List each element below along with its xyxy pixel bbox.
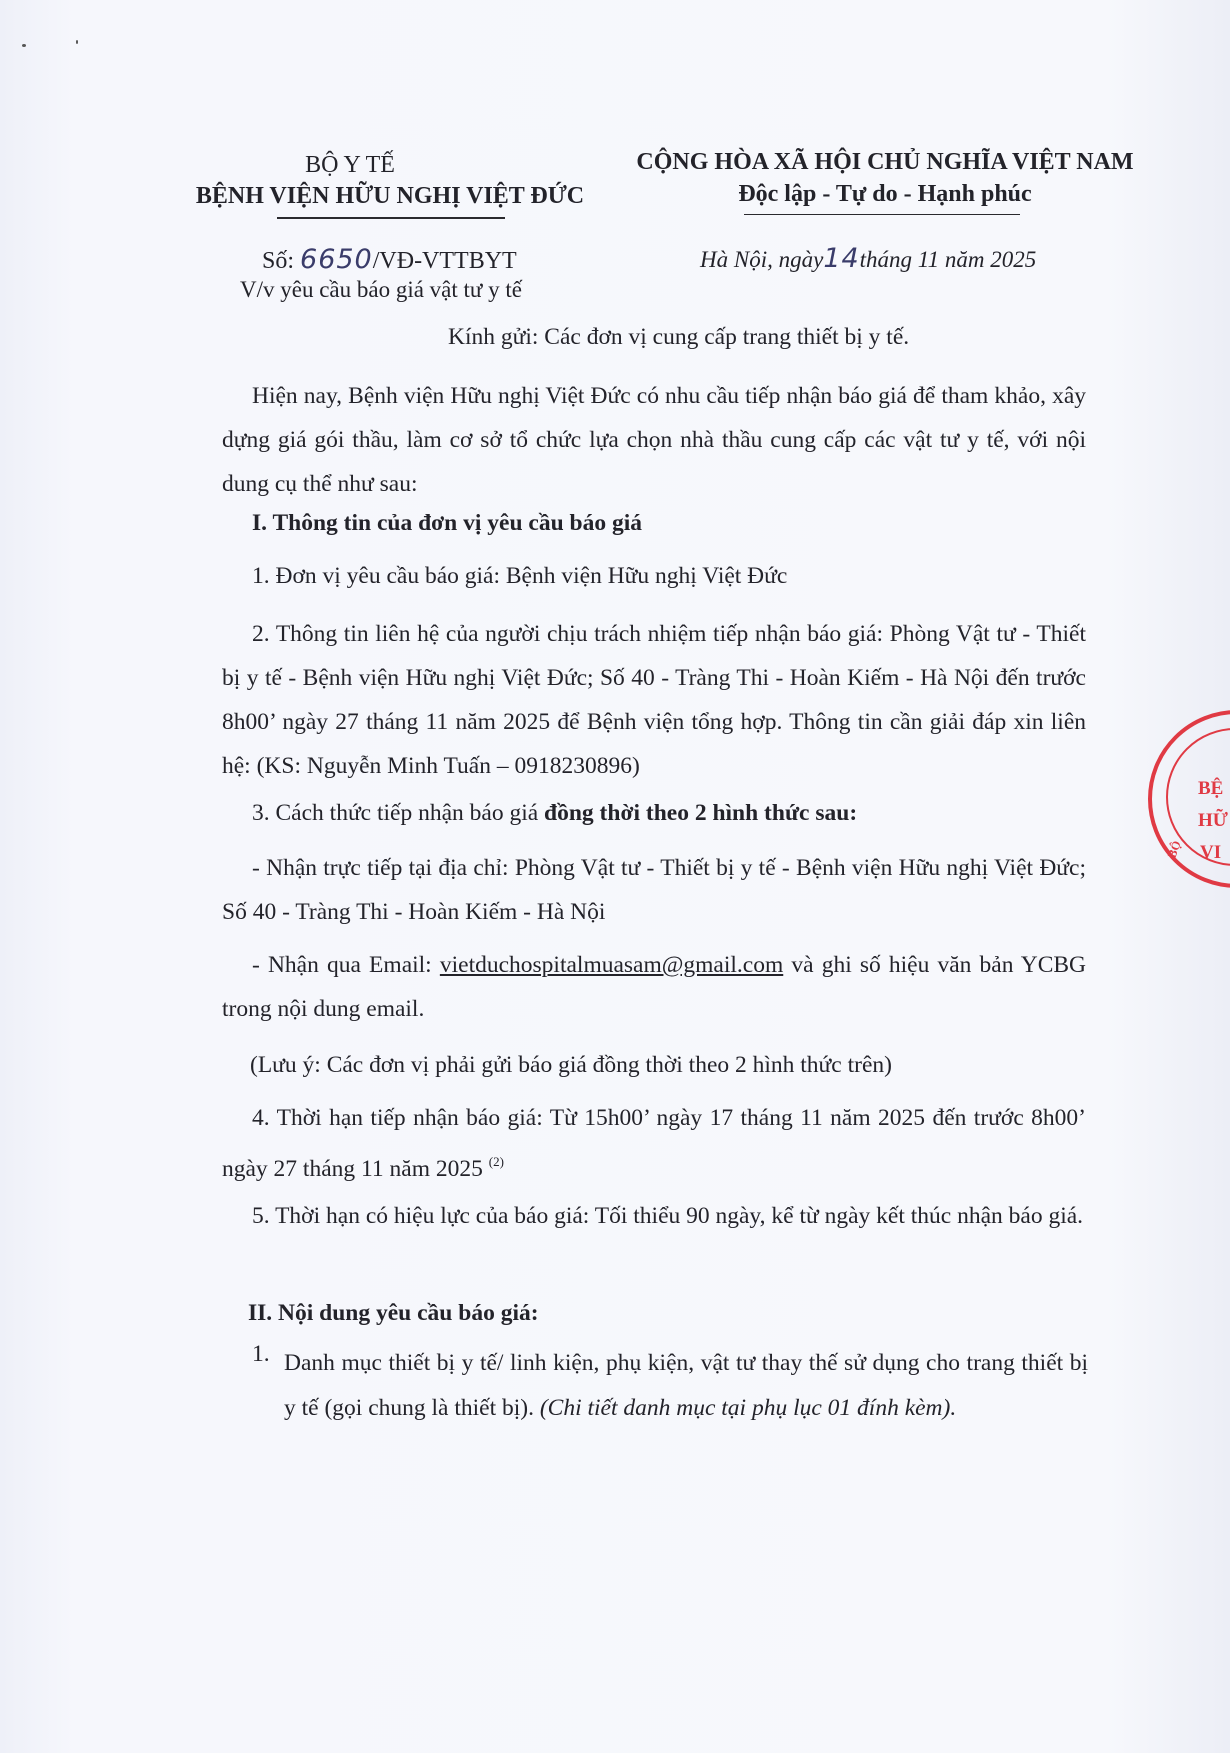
item3-prefix: 3. Cách thức tiếp nhận báo giá	[252, 800, 545, 826]
section2-item1	[284, 1341, 1088, 1431]
stamp-side-text: BỘ	[1164, 838, 1184, 860]
section1-item2-paragraph	[222, 612, 1086, 788]
scan-speck	[76, 40, 78, 44]
email-link[interactable]: vietduchospitalmuasam@gmail.com	[439, 952, 784, 978]
section1-item5: 5. Thời hạn có hiệu lực của báo giá: Tối thiểu 90 ngày, kể từ ngày kết thúc nhận báo giá.	[252, 1203, 1084, 1229]
doc-number-suffix: /VĐ-VTTBYT	[372, 248, 517, 274]
section1-title: I. Thông tin của đơn vị yêu cầu báo giá	[252, 510, 642, 536]
doc-number-prefix: Số:	[262, 248, 295, 274]
section1-item3-direct-paragraph	[222, 846, 1086, 934]
hospital-name: BỆNH VIỆN HỮU NGHỊ VIỆT ĐỨC	[195, 183, 585, 209]
intro-text: Hiện nay, Bệnh viện Hữu nghị Việt Đức có nhu cầu tiếp nhận báo giá để tham khảo, xây dựng giá gói thầu, làm cơ sở tổ chức lựa chọn nhà thầu cung cấp các vật tư y tế, với nội dung cụ thể như sau:	[222, 383, 1086, 497]
section2-title: II. Nội dung yêu cầu báo giá:	[248, 1300, 539, 1326]
issue-date	[700, 243, 1036, 274]
item3-email-suffix: và ghi số hiệu văn bản YCBG trong nội dung email.	[222, 952, 1087, 1022]
date-suffix: tháng 11 năm 2025	[859, 247, 1037, 272]
doc-number-handwritten: 6650	[300, 244, 373, 275]
item3-direct: - Nhận trực tiếp tại địa chỉ: Phòng Vật tư - Thiết bị y tế - Bệnh viện Hữu nghị Việt Đức; Số 40 - Tràng Thi - Hoàn Kiếm - Hà Nội	[222, 855, 1086, 925]
section1-item4-paragraph	[222, 1096, 1086, 1191]
nation-motto: Độc lập - Tự do - Hạnh phúc	[738, 181, 1032, 207]
section2-item1-italic: (Chi tiết danh mục tại phụ lục 01 đính kèm).	[539, 1395, 957, 1421]
document-number	[262, 244, 517, 275]
nation-title: CỘNG HÒA XÃ HỘI CHỦ NGHĨA VIỆT NAM	[636, 149, 1134, 175]
section2-item1-text: Danh mục thiết bị y tế/ linh kiện, phụ kiện, vật tư thay thế sử dụng cho trang thiết bị y tế (gọi chung là thiết bị).	[284, 1350, 1088, 1421]
ministry-name: BỘ Y TẾ	[305, 152, 395, 178]
intro-paragraph	[222, 374, 1086, 506]
section1-item4: 4. Thời hạn tiếp nhận báo giá: Từ 15h00’ ngày 17 tháng 11 năm 2025 đến trước 8h00’ ngày 27 tháng 11 năm 2025	[222, 1105, 1086, 1182]
section1-item5-paragraph	[222, 1194, 1086, 1238]
section1-item2: 2. Thông tin liên hệ của người chịu trách nhiệm tiếp nhận báo giá: Phòng Vật tư - Thiết bị y tế - Bệnh viện Hữu nghị Việt Đức; Số 40 - Tràng Thi - Hoàn Kiếm - Hà Nội đến trước 8h00’ ngày 27 tháng 11 năm 2025 để Bệnh viện tổng hợp. Thông tin cần giải đáp xin liên hệ: (KS: Nguyễn Minh Tuấn – 0918230896)	[222, 621, 1086, 779]
date-day-handwritten: 14	[823, 243, 860, 274]
salutation: Kính gửi: Các đơn vị cung cấp trang thiết bị y tế.	[448, 324, 910, 350]
section1-item3	[252, 800, 857, 827]
item3-bold: đồng thời theo 2 hình thức sau:	[544, 800, 858, 826]
section1-item3-email-paragraph	[222, 943, 1086, 1031]
document-subject: V/v yêu cầu báo giá vật tư y tế	[240, 277, 522, 302]
footnote-marker: (2)	[488, 1154, 504, 1169]
stamp-text-line2: HỮ	[1198, 810, 1228, 831]
section2-item1-number: 1.	[252, 1341, 270, 1367]
stamp-text-line1: BỆ	[1198, 778, 1224, 799]
date-prefix: Hà Nội, ngày	[700, 247, 824, 272]
item3-email-prefix: - Nhận qua Email:	[252, 952, 432, 978]
section1-note: (Lưu ý: Các đơn vị phải gửi báo giá đồng thời theo 2 hình thức trên)	[250, 1052, 892, 1078]
scan-speck	[22, 44, 26, 47]
hospital-underline	[277, 217, 505, 219]
motto-underline	[744, 214, 1020, 215]
section1-item1: 1. Đơn vị yêu cầu báo giá: Bệnh viện Hữu nghị Việt Đức	[252, 563, 788, 589]
stamp-text-line3: VI	[1200, 842, 1222, 863]
